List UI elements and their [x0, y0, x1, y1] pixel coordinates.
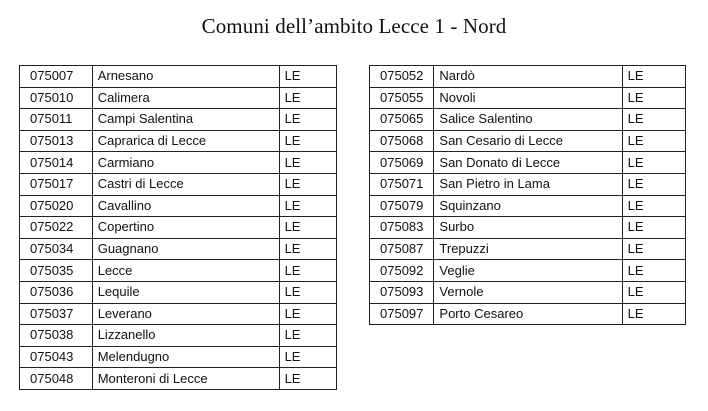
table-row	[20, 368, 337, 390]
municipality-name: Vernole	[434, 281, 622, 303]
table-row	[370, 195, 686, 217]
municipality-code: 075007	[20, 66, 93, 88]
province-code: LE	[279, 325, 336, 347]
table-row	[370, 238, 686, 260]
province-code: LE	[622, 109, 685, 131]
province-code: LE	[279, 66, 336, 88]
table-row	[370, 173, 686, 195]
province-code: LE	[279, 152, 336, 174]
municipality-code: 075038	[20, 325, 93, 347]
municipality-name: San Cesario di Lecce	[434, 130, 622, 152]
table-row	[20, 173, 337, 195]
municipality-code: 075065	[370, 109, 434, 131]
municipality-name: Lecce	[92, 260, 279, 282]
province-code: LE	[622, 152, 685, 174]
table-row	[20, 87, 337, 109]
municipality-name: Surbo	[434, 217, 622, 239]
municipality-name: Campi Salentina	[92, 109, 279, 131]
province-code: LE	[279, 173, 336, 195]
municipality-code: 075034	[20, 238, 93, 260]
table-row	[370, 130, 686, 152]
province-code: LE	[622, 87, 685, 109]
municipality-code: 075010	[20, 87, 93, 109]
municipality-code: 075011	[20, 109, 93, 131]
table-row	[20, 281, 337, 303]
municipalities-table-left	[19, 65, 337, 390]
table-row	[20, 130, 337, 152]
municipality-name: Arnesano	[92, 66, 279, 88]
province-code: LE	[622, 260, 685, 282]
table-row	[20, 152, 337, 174]
municipality-code: 075035	[20, 260, 93, 282]
province-code: LE	[622, 66, 685, 88]
province-code: LE	[279, 217, 336, 239]
municipality-code: 075055	[370, 87, 434, 109]
province-code: LE	[279, 346, 336, 368]
municipality-code: 075013	[20, 130, 93, 152]
municipality-name: Salice Salentino	[434, 109, 622, 131]
municipality-code: 075037	[20, 303, 93, 325]
municipality-name: Calimera	[92, 87, 279, 109]
municipality-code: 075092	[370, 260, 434, 282]
municipality-code: 075014	[20, 152, 93, 174]
municipality-code: 075071	[370, 173, 434, 195]
municipality-code: 075043	[20, 346, 93, 368]
municipality-name: Lequile	[92, 281, 279, 303]
table-row	[20, 66, 337, 88]
page-title: Comuni dell’ambito Lecce 1 - Nord	[201, 14, 507, 38]
municipality-name: Leverano	[92, 303, 279, 325]
municipality-code: 075093	[370, 281, 434, 303]
table-row	[20, 303, 337, 325]
municipalities-table-right	[369, 65, 686, 325]
municipality-name: Cavallino	[92, 195, 279, 217]
province-code: LE	[279, 368, 336, 390]
province-code: LE	[622, 217, 685, 239]
province-code: LE	[279, 281, 336, 303]
municipality-code: 075022	[20, 217, 93, 239]
province-code: LE	[279, 87, 336, 109]
municipality-code: 075087	[370, 238, 434, 260]
municipality-name: Copertino	[92, 217, 279, 239]
province-code: LE	[622, 195, 685, 217]
table-row	[370, 303, 686, 325]
municipality-name: Guagnano	[92, 238, 279, 260]
province-code: LE	[279, 303, 336, 325]
municipality-name: Monteroni di Lecce	[92, 368, 279, 390]
municipality-name: Caprarica di Lecce	[92, 130, 279, 152]
municipality-code: 075097	[370, 303, 434, 325]
municipality-name: Nardò	[434, 66, 622, 88]
table-row	[370, 260, 686, 282]
municipality-code: 075069	[370, 152, 434, 174]
table-row	[20, 109, 337, 131]
municipality-name: Melendugno	[92, 346, 279, 368]
municipality-code: 075048	[20, 368, 93, 390]
municipality-name: San Pietro in Lama	[434, 173, 622, 195]
province-code: LE	[622, 173, 685, 195]
municipality-code: 075020	[20, 195, 93, 217]
municipality-code: 075017	[20, 173, 93, 195]
municipality-name: Trepuzzi	[434, 238, 622, 260]
province-code: LE	[279, 238, 336, 260]
province-code: LE	[622, 130, 685, 152]
province-code: LE	[279, 260, 336, 282]
municipality-name: Porto Cesareo	[434, 303, 622, 325]
table-row	[370, 109, 686, 131]
municipality-name: San Donato di Lecce	[434, 152, 622, 174]
table-row	[370, 152, 686, 174]
table-row	[20, 325, 337, 347]
table-row	[370, 217, 686, 239]
table-row	[20, 260, 337, 282]
table-row	[370, 87, 686, 109]
table-row	[20, 346, 337, 368]
municipality-code: 075068	[370, 130, 434, 152]
province-code: LE	[622, 238, 685, 260]
table-row	[20, 217, 337, 239]
municipality-name: Novoli	[434, 87, 622, 109]
municipality-name: Veglie	[434, 260, 622, 282]
province-code: LE	[622, 281, 685, 303]
province-code: LE	[279, 109, 336, 131]
municipality-code: 075036	[20, 281, 93, 303]
municipality-name: Castri di Lecce	[92, 173, 279, 195]
municipality-name: Lizzanello	[92, 325, 279, 347]
table-row	[370, 281, 686, 303]
province-code: LE	[279, 195, 336, 217]
table-row	[20, 195, 337, 217]
municipality-code: 075052	[370, 66, 434, 88]
table-row	[370, 66, 686, 88]
municipality-name: Squinzano	[434, 195, 622, 217]
table-row	[20, 238, 337, 260]
municipality-code: 075083	[370, 217, 434, 239]
province-code: LE	[622, 303, 685, 325]
municipality-code: 075079	[370, 195, 434, 217]
province-code: LE	[279, 130, 336, 152]
municipality-name: Carmiano	[92, 152, 279, 174]
